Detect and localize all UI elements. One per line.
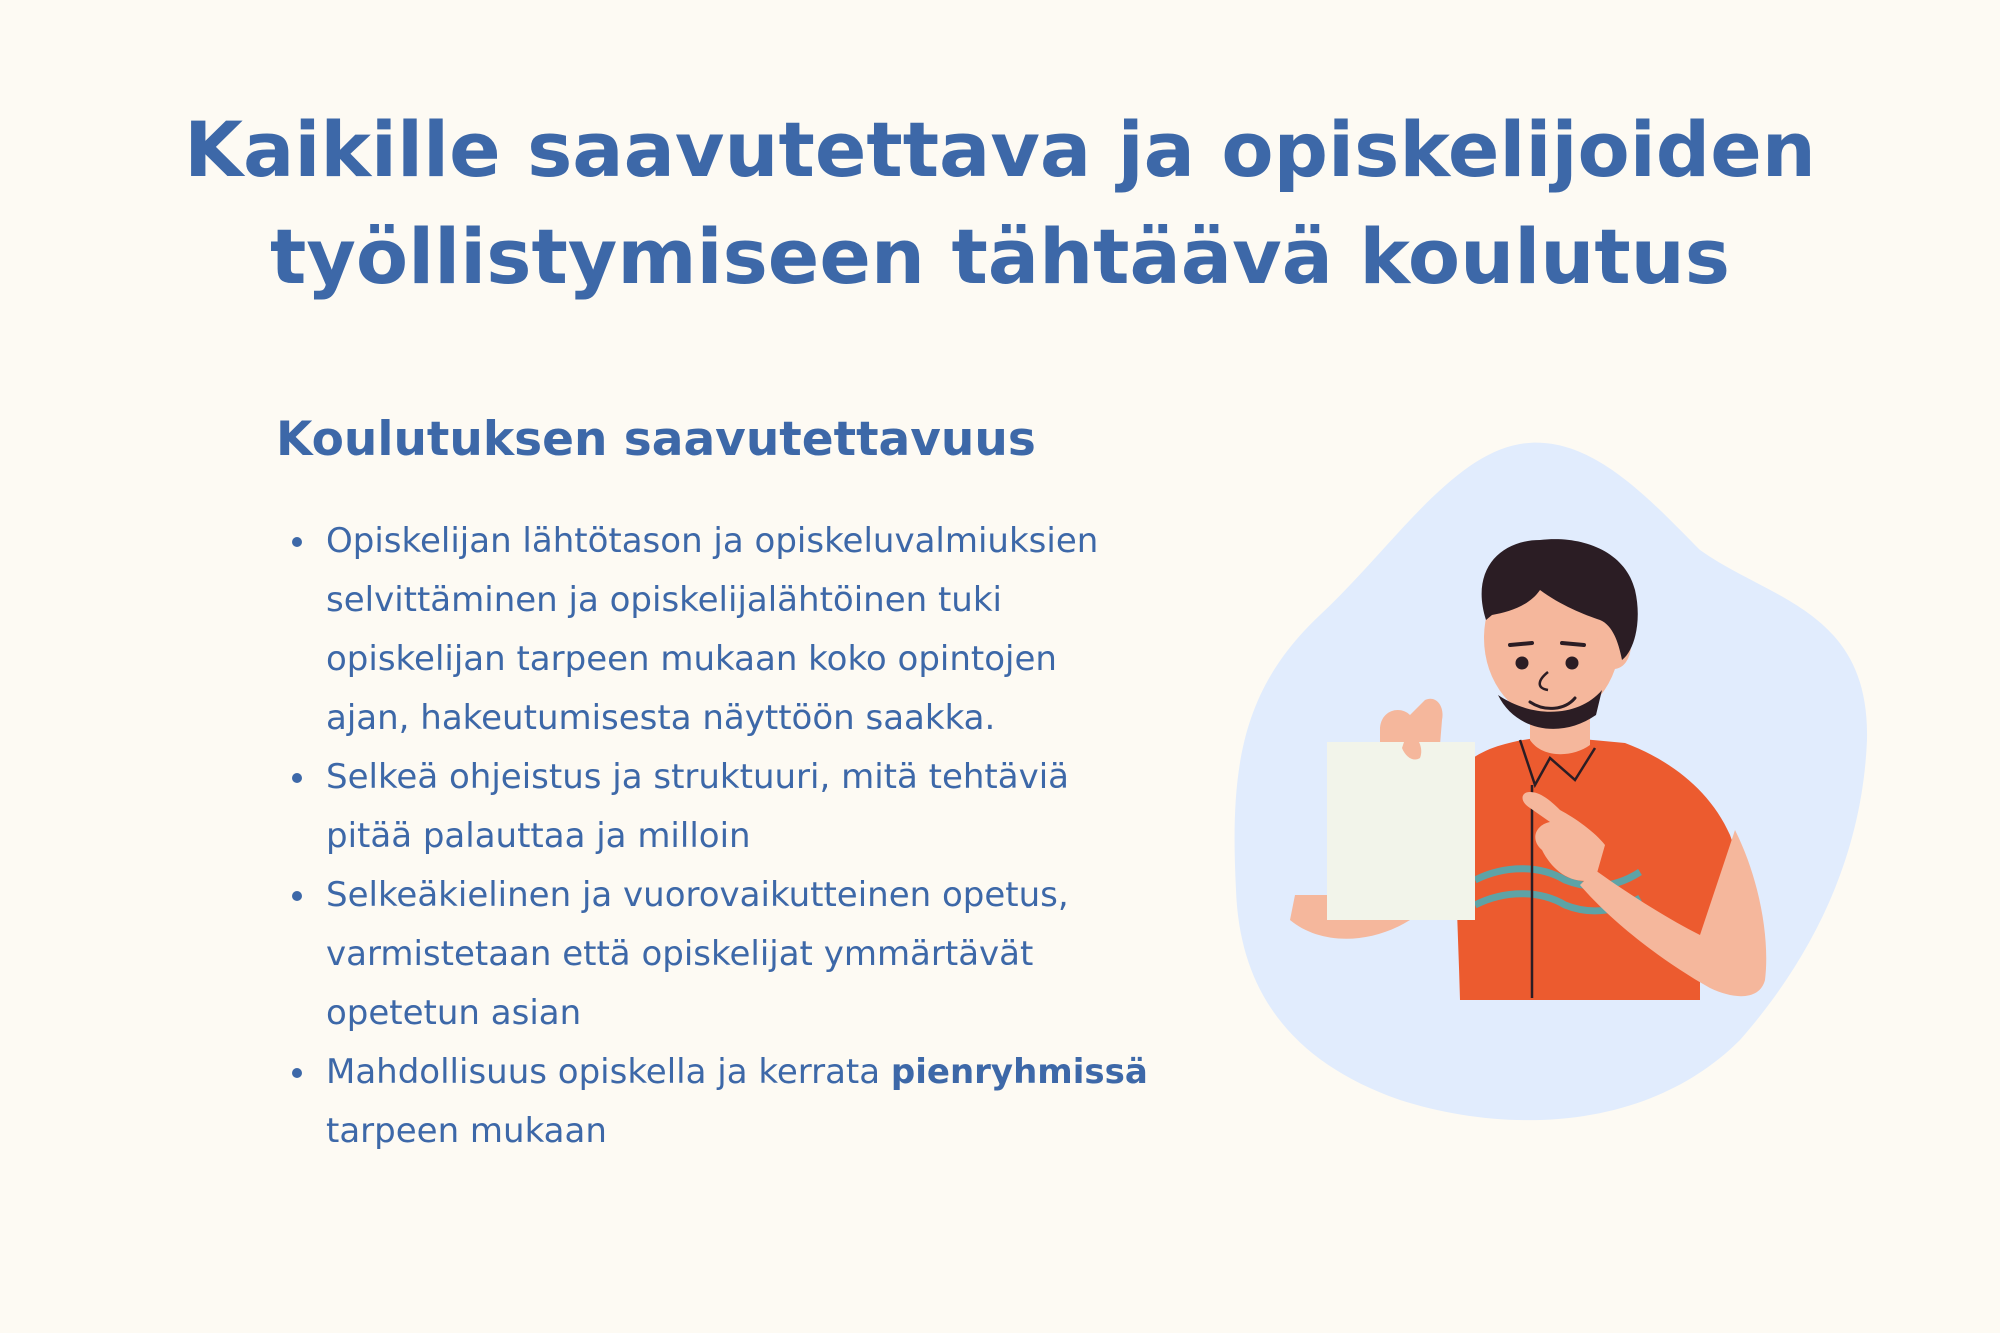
bullet-line: Selkeäkielinen ja vuorovaikutteinen opetus, xyxy=(326,875,1069,915)
bullet-line: pitää palauttaa ja milloin xyxy=(326,816,751,856)
bullet-line: ajan, hakeutumisesta näyttöön saakka. xyxy=(326,698,996,738)
bullet-line: tarpeen mukaan xyxy=(326,1111,607,1151)
paper-sheet xyxy=(1327,742,1475,920)
page-title-line-1: Kaikille saavutettava ja opiskelijoiden xyxy=(184,105,1816,194)
section-heading: Koulutuksen saavutettavuus xyxy=(276,412,1036,467)
bullet-line: opetetun asian xyxy=(326,993,582,1033)
page-title xyxy=(0,96,2000,310)
bullet-item xyxy=(276,1043,1176,1161)
bullet-item xyxy=(276,748,1176,866)
bullet-line: opiskelijan tarpeen mukaan koko opintojen xyxy=(326,639,1057,679)
page-title-line-2: työllistymiseen tähtäävä koulutus xyxy=(269,212,1731,301)
bullet-emphasis: pienryhmissä xyxy=(890,1052,1148,1092)
bullet-item xyxy=(276,512,1176,748)
person-holding-paper-illustration xyxy=(1230,440,1880,1130)
bullet-line: Mahdollisuus opiskella ja kerrata xyxy=(326,1052,891,1092)
bullet-line: selvittäminen ja opiskelijalähtöinen tuki xyxy=(326,580,1002,620)
bullet-line: Opiskelijan lähtötason ja opiskeluvalmiuksien xyxy=(326,521,1099,561)
bullet-line: varmistetaan että opiskelijat ymmärtävät xyxy=(326,934,1034,974)
bullet-list xyxy=(276,512,1176,1161)
person-illustration xyxy=(1230,440,1880,1130)
bullet-line: Selkeä ohjeistus ja struktuuri, mitä tehtäviä xyxy=(326,757,1069,797)
bullet-item xyxy=(276,866,1176,1043)
